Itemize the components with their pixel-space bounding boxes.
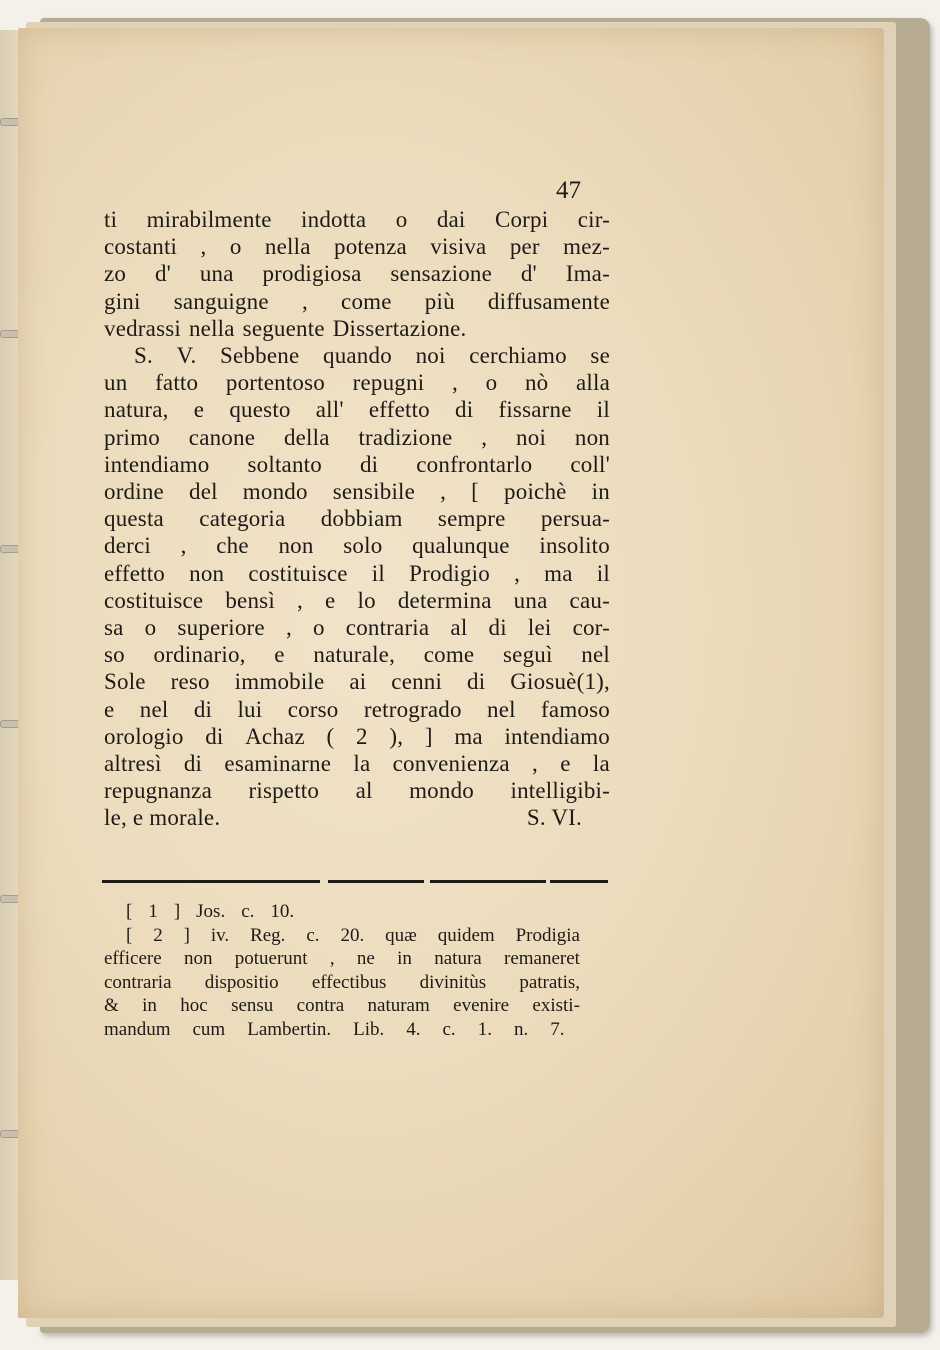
word: corso bbox=[287, 696, 339, 722]
word: questo bbox=[229, 397, 291, 423]
word: zo bbox=[104, 261, 127, 287]
word: Corpi bbox=[494, 207, 549, 232]
word: soltanto bbox=[247, 451, 322, 477]
word: canone bbox=[188, 424, 256, 450]
word: o bbox=[229, 234, 242, 260]
book-page bbox=[18, 28, 884, 1318]
word: , bbox=[200, 234, 207, 260]
word: portentoso bbox=[225, 370, 325, 396]
word: reso bbox=[170, 669, 210, 695]
word: una bbox=[199, 261, 234, 287]
word: fatto bbox=[155, 370, 199, 396]
word: seguente bbox=[242, 315, 325, 341]
word: cor- bbox=[572, 615, 610, 641]
word: patratis, bbox=[519, 971, 580, 993]
word: orologio bbox=[104, 723, 184, 749]
word: coll' bbox=[570, 451, 610, 477]
word: ma bbox=[544, 560, 573, 586]
word: il bbox=[596, 560, 610, 586]
word: mirabilmente bbox=[146, 207, 272, 232]
word: 1 bbox=[148, 901, 158, 922]
word: potenza bbox=[334, 234, 407, 260]
word: del bbox=[189, 479, 218, 505]
word: , bbox=[514, 560, 521, 586]
word: [ bbox=[126, 901, 133, 922]
word: di bbox=[183, 751, 203, 777]
word: Prodigio bbox=[409, 560, 490, 586]
word: quæ bbox=[385, 924, 417, 946]
word: determina bbox=[397, 587, 492, 613]
text-line bbox=[104, 696, 610, 723]
word: natura, bbox=[104, 397, 169, 423]
word: e bbox=[560, 751, 571, 777]
text-line bbox=[104, 478, 610, 505]
word: 2 bbox=[153, 924, 163, 946]
word: n. bbox=[513, 1018, 529, 1040]
word: so bbox=[104, 642, 125, 668]
word: altresì bbox=[104, 751, 162, 777]
word: indotta bbox=[301, 207, 367, 232]
word: in bbox=[142, 995, 157, 1016]
word: vedrassi bbox=[104, 315, 181, 341]
word: naturam bbox=[367, 995, 430, 1016]
word: Reg. bbox=[250, 924, 286, 946]
word: nel bbox=[487, 696, 516, 722]
word: di bbox=[488, 615, 507, 641]
word: sensu bbox=[231, 995, 274, 1016]
word: come bbox=[423, 642, 475, 668]
word: sensazione bbox=[390, 261, 493, 287]
text-line bbox=[104, 396, 610, 423]
footnote-rule bbox=[102, 878, 608, 884]
word: primo bbox=[104, 424, 160, 450]
rule-segment bbox=[102, 880, 320, 883]
word: ] bbox=[173, 901, 181, 922]
footnotes bbox=[104, 900, 580, 1041]
text-line bbox=[104, 614, 610, 641]
word: ] bbox=[183, 924, 190, 946]
word: intendiamo bbox=[104, 451, 210, 477]
text-line bbox=[104, 532, 610, 559]
word: mondo bbox=[409, 778, 474, 804]
word: tradizione bbox=[358, 424, 453, 450]
word: nella bbox=[188, 315, 235, 341]
word: natura bbox=[434, 948, 482, 969]
word: d' bbox=[520, 261, 537, 287]
word: in bbox=[591, 479, 610, 505]
word: qualunque bbox=[412, 533, 510, 559]
word: di bbox=[205, 723, 224, 749]
word: ordine bbox=[104, 479, 164, 505]
page-number: 47 bbox=[556, 177, 581, 204]
word: o bbox=[144, 615, 157, 641]
word: mandum bbox=[104, 1018, 171, 1040]
word: Jos. bbox=[196, 901, 226, 922]
word: lui bbox=[237, 696, 263, 722]
word: nella bbox=[264, 234, 311, 260]
word: solo bbox=[343, 533, 383, 559]
word: in bbox=[397, 948, 412, 969]
word: Sole bbox=[104, 669, 146, 695]
word: , bbox=[296, 587, 303, 613]
text-line bbox=[104, 315, 610, 342]
footnote-line bbox=[104, 900, 580, 924]
word: intendiamo bbox=[504, 723, 610, 749]
word: sempre bbox=[437, 506, 506, 532]
word: c. bbox=[442, 1018, 456, 1040]
word: , bbox=[180, 533, 187, 559]
word: non bbox=[574, 424, 610, 450]
word: lo bbox=[357, 587, 376, 613]
word: al bbox=[355, 778, 373, 804]
text-line bbox=[104, 777, 610, 804]
word: Dissertazione. bbox=[332, 315, 467, 341]
word: rispetto bbox=[248, 778, 320, 804]
body-text bbox=[104, 178, 610, 832]
word: Lambertin. bbox=[247, 1018, 332, 1040]
text-line bbox=[104, 723, 610, 750]
word: cum bbox=[192, 1018, 226, 1040]
word: diffusamente bbox=[487, 288, 610, 314]
word: cau- bbox=[569, 587, 610, 613]
word: visiva bbox=[430, 234, 487, 260]
text-line bbox=[104, 750, 610, 777]
word: potuerunt bbox=[234, 948, 308, 969]
word: repugni bbox=[352, 370, 425, 396]
text-line bbox=[104, 424, 610, 451]
text-line bbox=[104, 587, 610, 614]
word: repugnanza bbox=[104, 778, 212, 804]
word: & bbox=[104, 995, 119, 1016]
word: naturale, bbox=[313, 642, 396, 668]
word: ordinario, bbox=[153, 642, 246, 668]
word: Lib. bbox=[353, 1018, 385, 1040]
text-line bbox=[104, 641, 610, 668]
word: nel bbox=[139, 696, 169, 722]
word: nò bbox=[524, 370, 549, 396]
word: noi bbox=[516, 424, 547, 450]
text-line bbox=[104, 369, 610, 396]
word: [ bbox=[471, 479, 479, 505]
word: , bbox=[481, 424, 488, 450]
word: Ima- bbox=[565, 261, 610, 287]
word: evenire bbox=[453, 995, 510, 1016]
word: iv. bbox=[210, 924, 230, 946]
word: mez- bbox=[563, 234, 610, 260]
word: ] bbox=[424, 723, 433, 749]
word: c. bbox=[306, 924, 320, 946]
word: non bbox=[278, 533, 314, 559]
word: costituisce bbox=[248, 560, 348, 586]
text-line bbox=[104, 206, 610, 233]
word: 2 bbox=[356, 723, 368, 749]
word: se bbox=[590, 343, 610, 369]
word: poichè bbox=[504, 479, 567, 505]
text-line bbox=[104, 505, 610, 532]
word: costanti bbox=[104, 234, 178, 260]
word: , bbox=[329, 948, 335, 969]
word: quando bbox=[323, 343, 392, 369]
word: di bbox=[359, 451, 379, 477]
rule-segment bbox=[430, 880, 546, 883]
word: o bbox=[485, 370, 498, 396]
word: bensì bbox=[225, 587, 275, 613]
word: 4. bbox=[406, 1018, 421, 1040]
footnote-line bbox=[104, 947, 580, 971]
word: questa bbox=[104, 506, 164, 532]
word: quidem bbox=[437, 924, 495, 946]
footnote-line bbox=[104, 1018, 580, 1042]
word: convenienza bbox=[392, 751, 510, 777]
word: retrogrado bbox=[363, 696, 462, 722]
word: , bbox=[440, 479, 447, 505]
word: Sebbene bbox=[220, 343, 300, 369]
word: sa bbox=[104, 615, 124, 641]
text-line bbox=[104, 233, 610, 260]
word: cir- bbox=[577, 207, 610, 232]
word: dispositio bbox=[204, 971, 279, 993]
word: il bbox=[596, 397, 610, 423]
word: di bbox=[467, 669, 486, 695]
word: Achaz bbox=[245, 723, 305, 749]
word: fissarne bbox=[498, 397, 572, 423]
word: divinitùs bbox=[419, 971, 487, 993]
word: o bbox=[395, 207, 408, 232]
word: famoso bbox=[541, 696, 610, 722]
word: o bbox=[312, 615, 325, 641]
text-line bbox=[104, 260, 610, 287]
word: c. bbox=[241, 901, 255, 922]
text-line bbox=[104, 288, 610, 315]
word: ne bbox=[356, 948, 375, 969]
word: di bbox=[455, 397, 474, 423]
word: costituisce bbox=[104, 587, 204, 613]
word: all' bbox=[315, 397, 344, 423]
word: e bbox=[325, 587, 336, 613]
word: dobbiam bbox=[320, 506, 403, 532]
word: effectibus bbox=[311, 971, 387, 993]
word: 7. bbox=[550, 1018, 565, 1040]
final-line bbox=[104, 804, 610, 831]
word: al bbox=[450, 615, 468, 641]
word: Prodigia bbox=[515, 924, 580, 946]
word: Giosuè(1), bbox=[510, 669, 610, 695]
rule-segment bbox=[328, 880, 424, 883]
word: ), bbox=[389, 723, 404, 749]
word: non bbox=[189, 560, 225, 586]
text-line bbox=[104, 560, 610, 587]
word: confrontarlo bbox=[416, 451, 533, 477]
word: existi- bbox=[532, 995, 580, 1016]
word: d' bbox=[154, 261, 171, 287]
word: cenni bbox=[391, 669, 443, 695]
word: hoc bbox=[180, 995, 208, 1016]
word: esaminarne bbox=[224, 751, 332, 777]
word: , bbox=[285, 615, 292, 641]
word: ai bbox=[349, 669, 367, 695]
catchword: S. VI. bbox=[526, 805, 582, 831]
text-line bbox=[104, 342, 610, 369]
word: contra bbox=[296, 995, 345, 1016]
word: e bbox=[274, 642, 285, 668]
word: , bbox=[301, 288, 308, 314]
text-line bbox=[104, 451, 610, 478]
word: prodigiosa bbox=[262, 261, 362, 287]
word: come bbox=[341, 288, 392, 314]
word: intelligibi- bbox=[510, 778, 610, 804]
word: 1. bbox=[477, 1018, 492, 1040]
word: 10. bbox=[270, 901, 295, 922]
word: sensibile bbox=[332, 479, 416, 505]
word: categoria bbox=[199, 506, 286, 532]
word: di bbox=[193, 696, 213, 722]
text-line bbox=[104, 668, 610, 695]
word: , bbox=[451, 370, 458, 396]
word: lei bbox=[527, 615, 552, 641]
word: dai bbox=[436, 207, 466, 232]
word: nel bbox=[581, 642, 610, 668]
word: seguì bbox=[503, 642, 553, 668]
word: contraria bbox=[104, 971, 172, 993]
word: la bbox=[592, 751, 610, 777]
word: immobile bbox=[234, 669, 325, 695]
word: remaneret bbox=[504, 948, 580, 969]
word: mondo bbox=[242, 479, 308, 505]
footnote-line bbox=[104, 924, 580, 948]
word: V. bbox=[176, 343, 197, 369]
word: 20. bbox=[340, 924, 365, 946]
footnote-line bbox=[104, 971, 580, 995]
word: derci bbox=[104, 533, 151, 559]
word: e bbox=[104, 696, 115, 722]
rule-segment bbox=[550, 880, 608, 883]
word: un bbox=[104, 370, 128, 396]
word: gini bbox=[104, 288, 141, 314]
final-line-text: le, e morale. bbox=[104, 805, 221, 831]
word: non bbox=[183, 948, 213, 969]
word: [ bbox=[126, 924, 133, 946]
word: che bbox=[216, 533, 249, 559]
word: una bbox=[513, 587, 548, 613]
word: della bbox=[283, 424, 330, 450]
word: ti bbox=[104, 207, 118, 232]
word: cerchiamo bbox=[469, 343, 567, 369]
word: il bbox=[371, 560, 385, 586]
word: ma bbox=[454, 723, 483, 749]
word: per bbox=[509, 234, 540, 260]
word: la bbox=[353, 751, 371, 777]
word: insolito bbox=[539, 533, 610, 559]
word: efficere bbox=[104, 948, 162, 969]
word: e bbox=[193, 397, 205, 423]
word: superiore bbox=[177, 615, 265, 641]
word: noi bbox=[415, 343, 446, 369]
word: effetto bbox=[104, 560, 166, 586]
word: più bbox=[424, 288, 455, 314]
word: persua- bbox=[540, 506, 610, 532]
word: sanguigne bbox=[173, 288, 269, 314]
word: S. bbox=[134, 343, 153, 369]
word: contraria bbox=[345, 615, 430, 641]
word: alla bbox=[576, 370, 610, 396]
word: effetto bbox=[368, 397, 430, 423]
word: , bbox=[532, 751, 538, 777]
word: ( bbox=[326, 723, 335, 749]
footnote-line bbox=[104, 994, 580, 1018]
